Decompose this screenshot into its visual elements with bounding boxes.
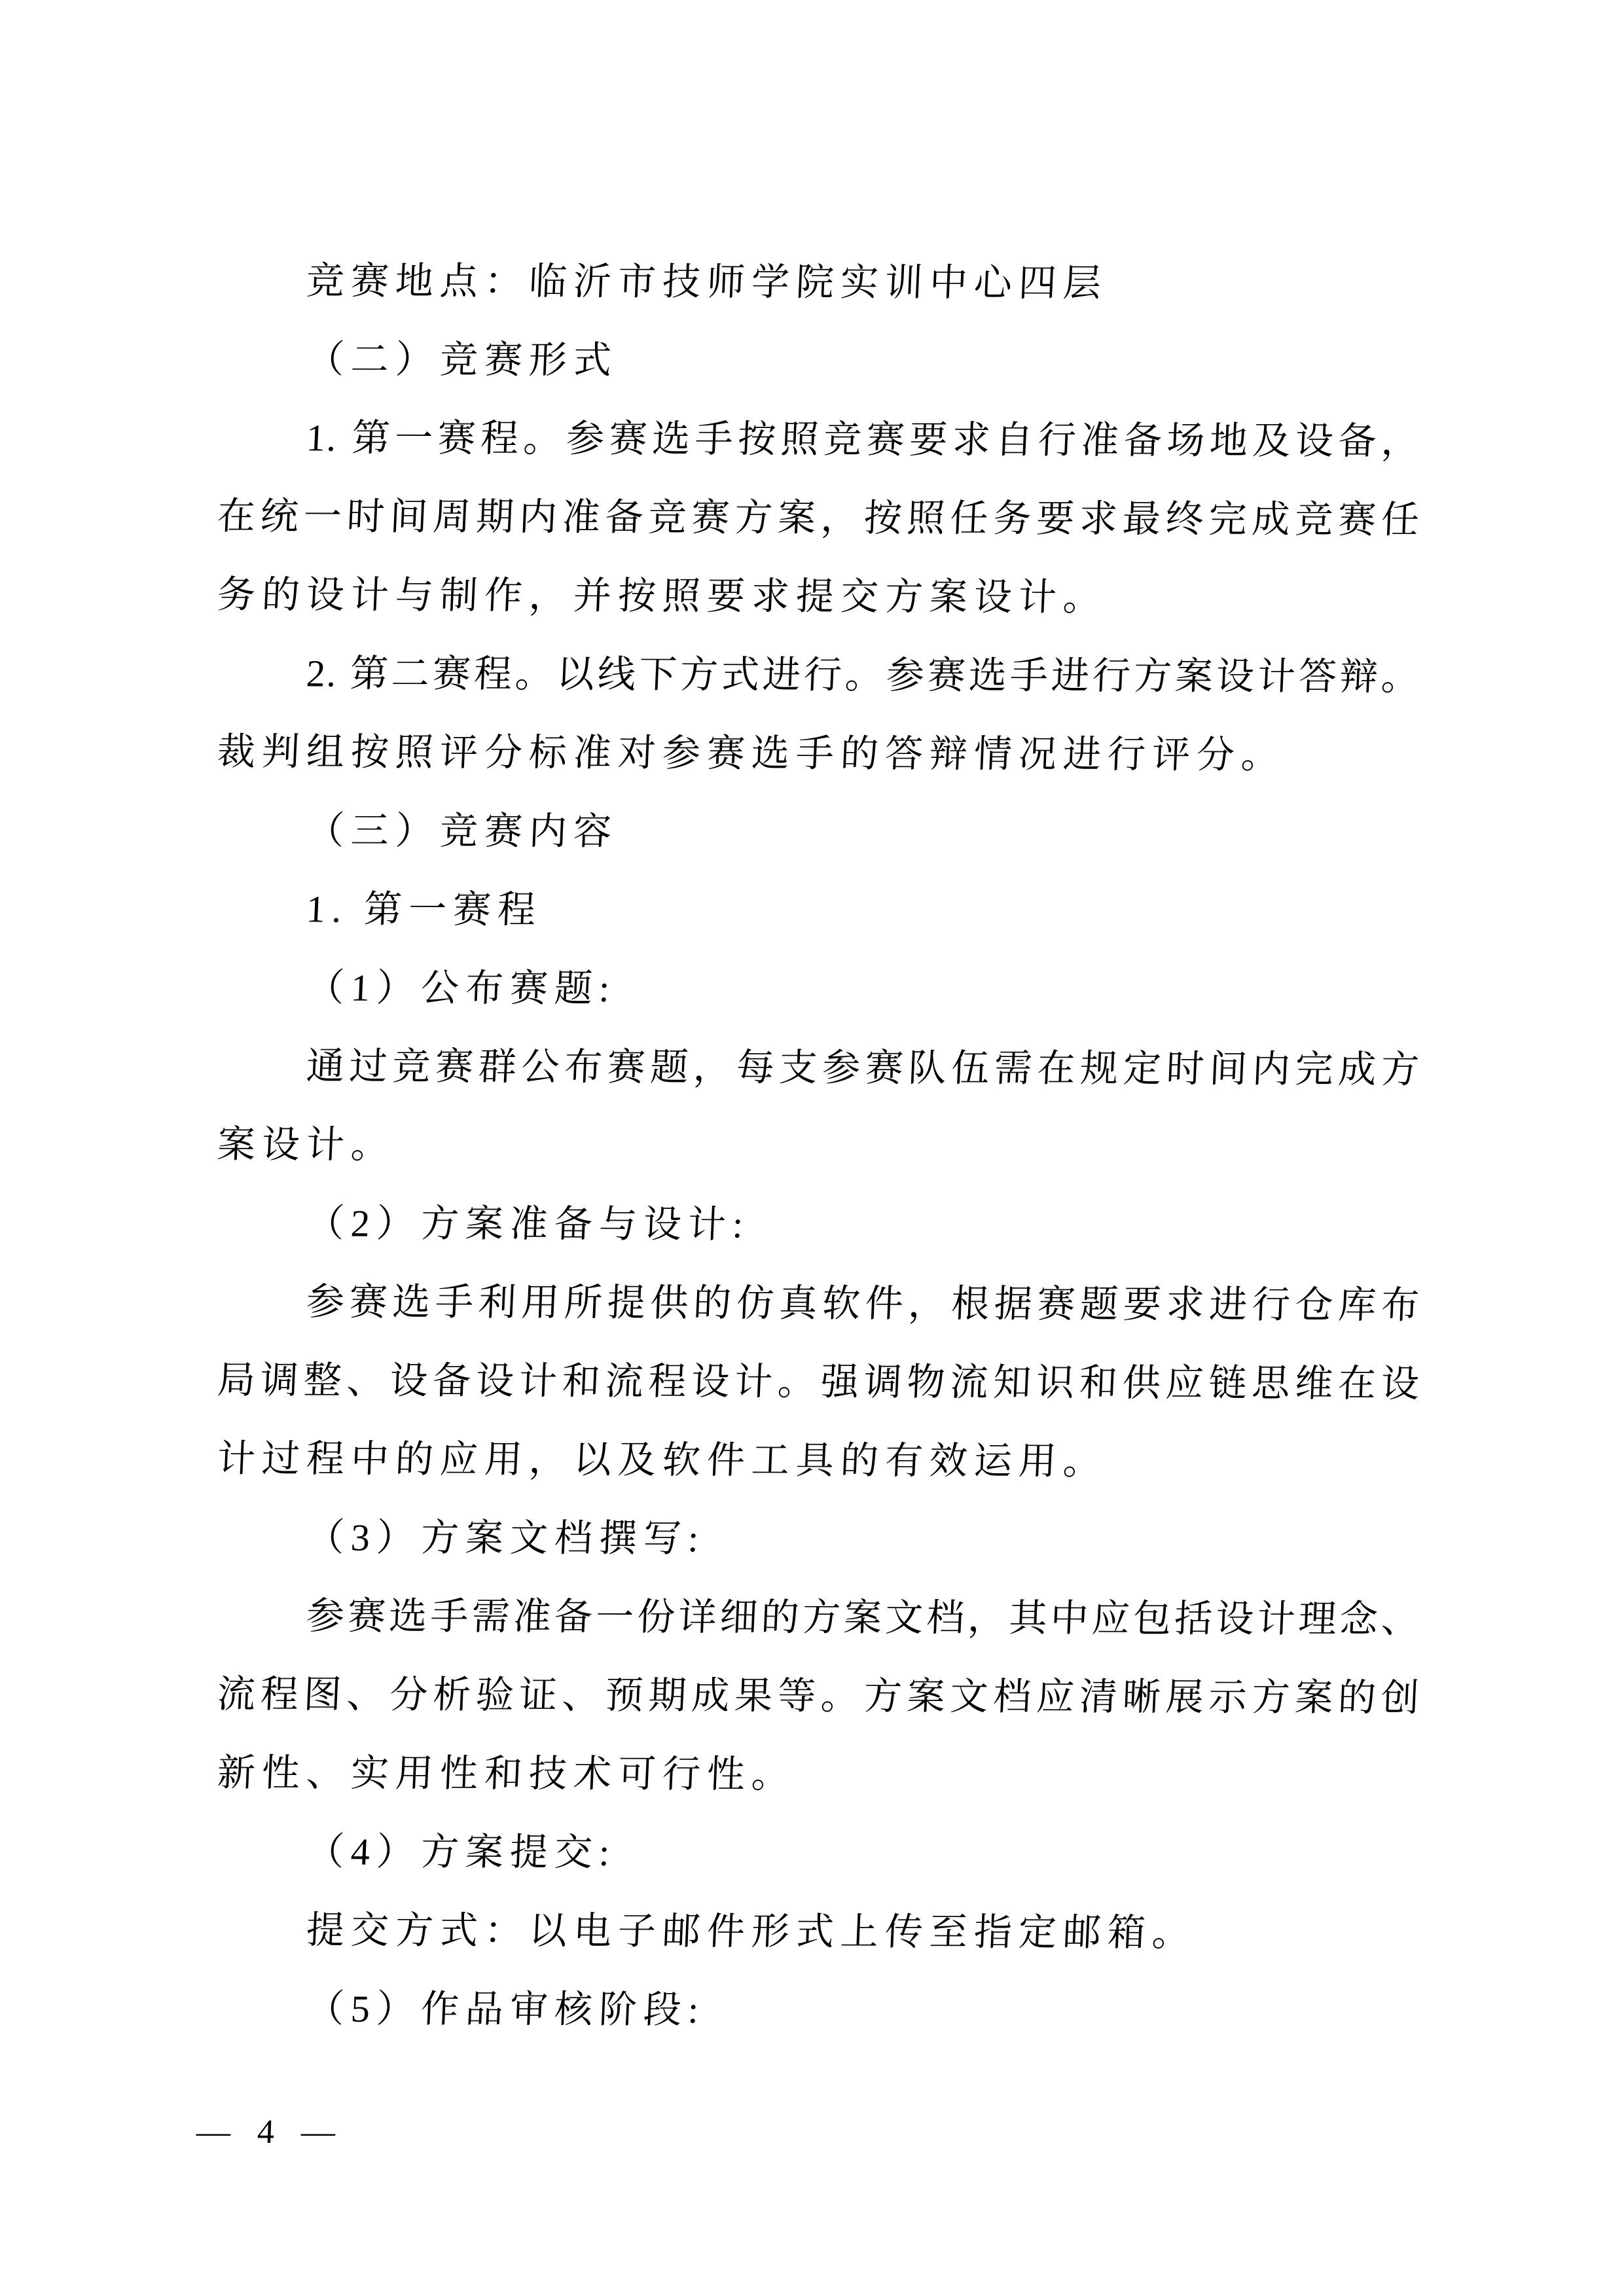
text-line: 新性、实用性和技术可行性。 — [216, 1751, 797, 1796]
text-line: 局调整、设备设计和流程设计。强调物流知识和供应链思维在设 — [216, 1359, 1422, 1405]
text-line: （3）方案文档撰写: — [305, 1516, 706, 1560]
text-line: 计过程中的应用，以及软件工具的有效运用。 — [216, 1437, 1109, 1483]
text-line: （4）方案提交: — [305, 1830, 617, 1874]
text-line: 1. 第一赛程 — [305, 888, 543, 931]
text-line: 流程图、分析验证、预期成果等。方案文档应清晰展示方案的创 — [216, 1673, 1422, 1719]
text-line: 在统一时间周期内准备竞赛方案，按照任务要求最终完成竞赛任 — [216, 495, 1422, 541]
text-line: （三）竞赛内容 — [305, 809, 619, 853]
text-line: 竞赛地点：临沂市技师学院实训中心四层 — [305, 259, 1109, 305]
text-line: （5）作品审核阶段: — [305, 1987, 706, 2032]
text-line: 参赛选手利用所提供的仿真软件，根据赛题要求进行仓库布 — [305, 1280, 1422, 1327]
text-line: 提交方式：以电子邮件形式上传至指定邮箱。 — [305, 1909, 1198, 1954]
text-line: （二）竞赛形式 — [305, 338, 619, 382]
text-line: 务的设计与制作，并按照要求提交方案设计。 — [216, 573, 1109, 619]
text-line: （1）公布赛题: — [305, 966, 617, 1010]
text-line: 裁判组按照评分标准对参赛选手的答辩情况进行评分。 — [216, 730, 1287, 777]
document-body — [217, 242, 1420, 2048]
text-line: 参赛选手需准备一份详细的方案文档，其中应包括设计理念、 — [305, 1594, 1422, 1641]
text-line: 案设计。 — [216, 1123, 397, 1166]
text-line: 通过竞赛群公布赛题，每支参赛队伍需在规定时间内完成方 — [305, 1045, 1422, 1091]
page-number: — 4 — — [196, 2113, 346, 2151]
text-line: （2）方案准备与设计: — [305, 1202, 751, 1246]
text-line: 2. 第二赛程。以线下方式进行。参赛选手进行方案设计答辩。 — [305, 652, 1422, 698]
text-line: 1. 第一赛程。参赛选手按照竞赛要求自行准备场地及设备， — [305, 416, 1422, 463]
